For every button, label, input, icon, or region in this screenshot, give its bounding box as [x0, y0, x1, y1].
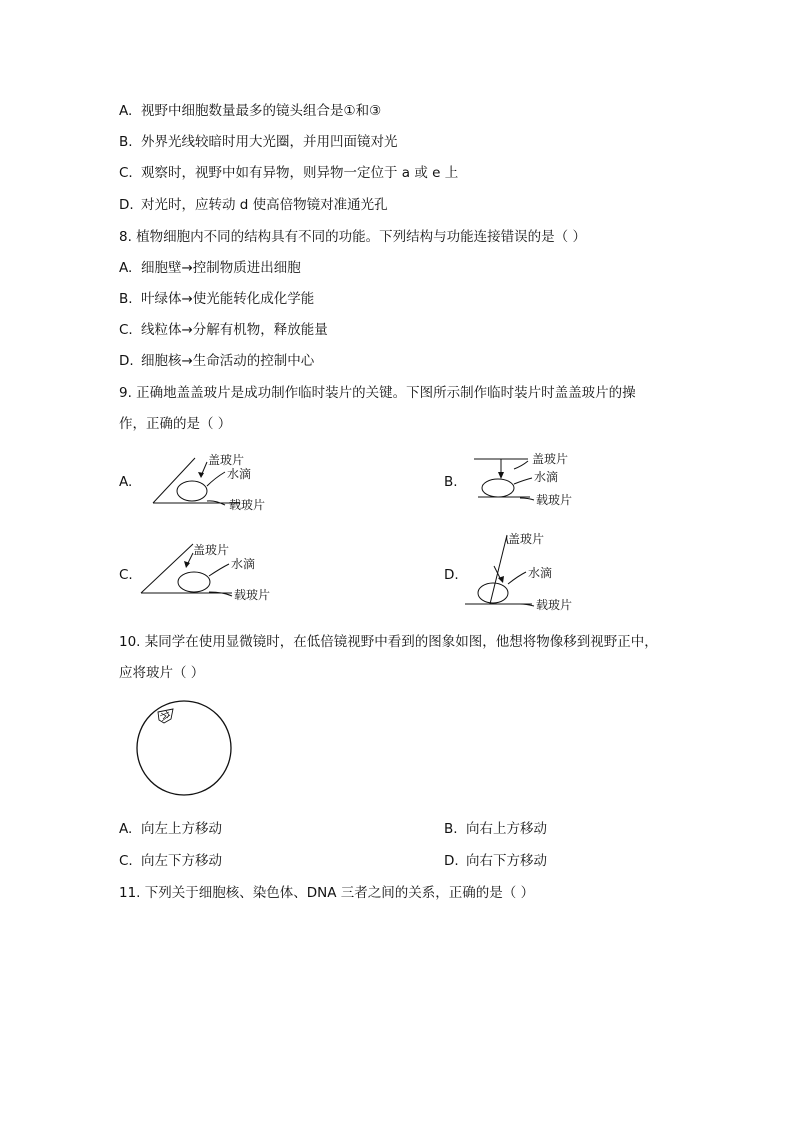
q8-option-c — [119, 321, 328, 339]
option-letter: C. — [119, 853, 133, 869]
arrowhead-icon — [198, 472, 204, 478]
q9-stem-line1: 9. 正确地盖盖玻片是成功制作临时装片的关键。下图所示制作临时装片时盖盖玻片的操 — [119, 385, 636, 401]
q9-figure-c-letter: C. — [119, 567, 133, 583]
leader-line — [209, 564, 229, 576]
slide-label: 载玻片 — [234, 588, 271, 602]
cover-slip-label: 盖玻片 — [532, 452, 569, 466]
cover-slip-label: 盖玻片 — [508, 532, 545, 546]
water-drop — [178, 572, 210, 592]
option-text: 外界光线较暗时用大光圈，并用凹面镜对光 — [141, 134, 398, 150]
leader-line — [508, 572, 526, 584]
q7-option-c — [119, 164, 458, 182]
slide-label: 载玻片 — [229, 498, 266, 512]
option-letter: A. — [119, 103, 133, 119]
q10-option-c — [119, 852, 222, 870]
specimen-image-icon — [158, 709, 173, 723]
option-letter: D. — [119, 197, 134, 213]
q9-figure-d — [460, 530, 600, 614]
q9-figure-c — [137, 540, 277, 606]
slide-label: 载玻片 — [536, 598, 573, 612]
slide-label: 载玻片 — [536, 493, 573, 507]
water-drop-label: 水滴 — [528, 566, 553, 580]
q7-option-d — [119, 196, 388, 214]
water-drop-label: 水滴 — [227, 467, 252, 481]
q9-figure-a-letter: A. — [119, 474, 133, 490]
option-letter: C. — [119, 165, 133, 181]
option-text: 向左上方移动 — [141, 821, 222, 837]
water-drop — [482, 479, 514, 497]
q8-option-a — [119, 259, 301, 277]
option-text: 对光时，应转动 d 使高倍物镜对准通光孔 — [141, 197, 388, 213]
water-drop-label: 水滴 — [534, 470, 559, 484]
cover-slip-label: 盖玻片 — [193, 543, 230, 557]
q9-figure-b-letter: B. — [444, 474, 458, 490]
option-letter: B. — [444, 821, 458, 837]
q10-option-a — [119, 820, 222, 838]
arrowhead-icon — [184, 561, 190, 568]
option-letter: B. — [119, 291, 133, 307]
option-text: 向右上方移动 — [466, 821, 547, 837]
water-drop-label: 水滴 — [231, 557, 256, 571]
arrowhead-icon — [498, 576, 504, 583]
option-text: 向左下方移动 — [141, 853, 222, 869]
option-text: 细胞核→生命活动的控制中心 — [141, 353, 315, 369]
q9-stem-line2: 作，正确的是（ ） — [119, 416, 232, 432]
option-text: 向右下方移动 — [466, 853, 547, 869]
q10-stem-line2: 应将玻片（ ） — [119, 665, 205, 681]
q10-option-b — [444, 820, 547, 838]
cover-slip-line — [141, 544, 193, 593]
option-text: 视野中细胞数量最多的镜头组合是①和③ — [141, 103, 382, 119]
cover-slip-line — [490, 535, 507, 604]
q9-figure-b — [468, 448, 598, 510]
microscope-field-of-view — [133, 699, 237, 801]
q9-figure-d-letter: D. — [444, 567, 459, 583]
cover-slip-line — [153, 458, 195, 503]
cover-slip-label: 盖玻片 — [208, 453, 245, 467]
option-text: 细胞壁→控制物质进出细胞 — [141, 260, 301, 276]
q10-stem-line1: 10. 某同学在使用显微镜时，在低倍镜视野中看到的图象如图，他想将物像移到视野正中， — [119, 634, 658, 650]
option-letter: B. — [119, 134, 133, 150]
option-letter: D. — [119, 353, 134, 369]
q8-option-b — [119, 290, 314, 308]
q11-stem: 11. 下列关于细胞核、染色体、DNA 三者之间的关系，正确的是（ ） — [119, 885, 535, 901]
option-letter: D. — [444, 853, 459, 869]
q9-figure-a — [145, 450, 275, 516]
leader-line — [207, 472, 225, 486]
option-text: 线粒体→分解有机物，释放能量 — [141, 322, 328, 338]
view-circle — [137, 701, 231, 795]
q8-option-d — [119, 352, 314, 370]
q7-option-a — [119, 102, 381, 120]
option-text: 观察时，视野中如有异物，则异物一定位于 a 或 e 上 — [141, 165, 459, 181]
q7-option-b — [119, 133, 398, 151]
q8-stem: 8. 植物细胞内不同的结构具有不同的功能。下列结构与功能连接错误的是（ ） — [119, 229, 586, 245]
option-letter: A. — [119, 260, 133, 276]
leader-line — [514, 478, 532, 484]
q10-option-d — [444, 852, 547, 870]
water-drop — [177, 481, 207, 501]
arrowhead-icon — [498, 472, 504, 479]
leader-line — [514, 461, 528, 469]
leader-line — [520, 498, 534, 500]
option-letter: A. — [119, 821, 133, 837]
option-letter: C. — [119, 322, 133, 338]
option-text: 叶绿体→使光能转化成化学能 — [141, 291, 315, 307]
